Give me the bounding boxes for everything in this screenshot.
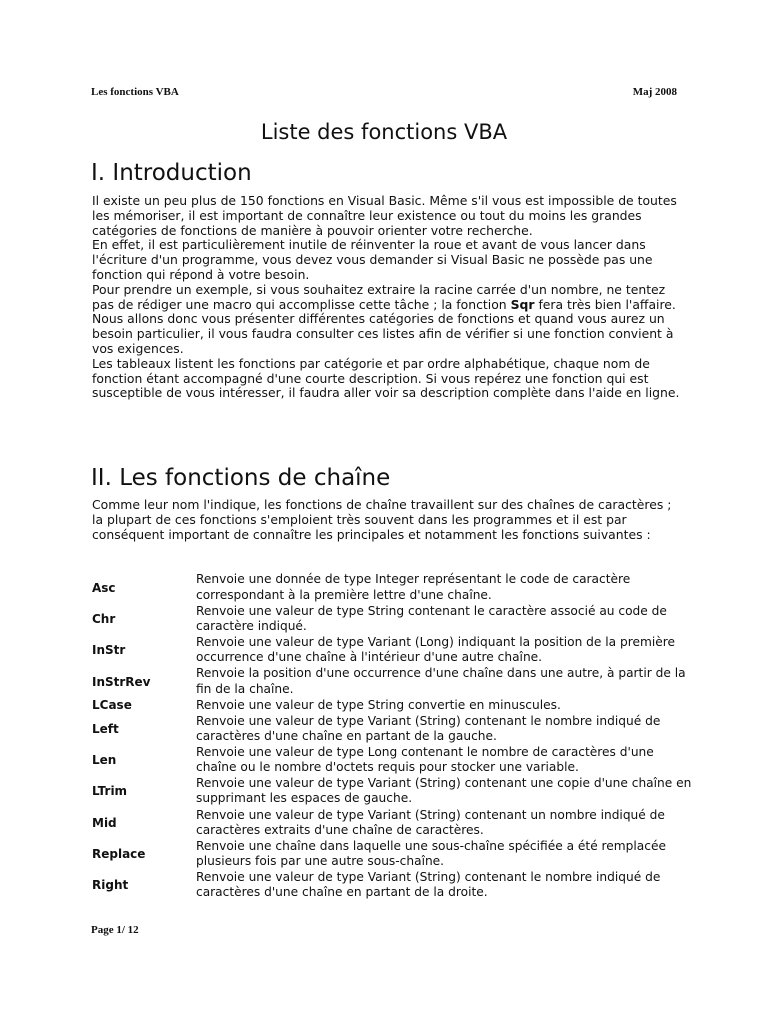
function-description: Renvoie une valeur de type Variant (String) contenant le nombre indiqué de caractères d'une chaîne en partant de la gauche. bbox=[196, 713, 661, 743]
chaine-intro bbox=[92, 498, 682, 542]
function-row bbox=[92, 776, 692, 807]
function-row bbox=[92, 870, 692, 901]
function-row bbox=[92, 838, 692, 869]
function-name: Mid bbox=[92, 815, 117, 830]
function-description: Renvoie la position d'une occurrence d'une chaîne dans une autre, à partir de la fin de la chaîne. bbox=[196, 666, 686, 696]
function-description: Renvoie une donnée de type Integer représentant le code de caractère correspondant à la première lettre d'une chaîne. bbox=[196, 572, 631, 602]
function-description: Renvoie une valeur de type Variant (String) contenant une copie d'une chaîne en supprimant les espaces de gauche. bbox=[196, 776, 692, 806]
section-heading-introduction: I. Introduction bbox=[91, 160, 252, 186]
function-name: Replace bbox=[92, 847, 146, 862]
function-description: Renvoie une valeur de type String convertie en minuscules. bbox=[196, 697, 561, 712]
function-name: InStr bbox=[92, 643, 126, 658]
function-description: Renvoie une valeur de type String contenant le caractère associé au code de caractère indiqué. bbox=[196, 603, 667, 633]
function-row bbox=[92, 666, 692, 697]
intro-paragraph: En effet, il est particulièrement inutile de réinventer la roue et avant de vous lancer dans l'écriture d'un programme, vous devez vous demander si Visual Basic ne possède pas une fonction qui répond à votre besoin. bbox=[92, 237, 653, 282]
function-name: LTrim bbox=[92, 784, 128, 799]
header-update-date: Maj 2008 bbox=[632, 86, 677, 98]
function-row bbox=[92, 635, 692, 666]
string-functions-table bbox=[92, 572, 692, 901]
function-name: Chr bbox=[92, 611, 116, 626]
chaine-intro-paragraph: Comme leur nom l'indique, les fonctions de chaîne travaillent sur des chaînes de caractères ; la plupart de ces fonctions s'emploient très souvent dans les programmes et il est par conséquent important de connaître les principales et notamment les fonctions suivantes : bbox=[92, 497, 672, 542]
function-name: Left bbox=[92, 721, 119, 736]
function-row bbox=[92, 744, 692, 775]
function-row bbox=[92, 697, 692, 713]
function-name: InStrRev bbox=[92, 674, 151, 689]
intro-paragraph: Les tableaux listent les fonctions par catégorie et par ordre alphabétique, chaque nom de fonction étant accompagné d'une courte description. Si vous repérez une fonction qui est susceptible de vous intéresser, il faudra aller voir sa description complète dans l'aide en ligne. bbox=[92, 355, 680, 401]
intro-paragraph bbox=[92, 283, 682, 357]
function-name: Right bbox=[92, 878, 129, 893]
intro-paragraph: Il existe un peu plus de 150 fonctions en Visual Basic. Même s'il vous est impossible de toutes les mémoriser, il est important de connaître leur existence ou tout du moins les grandes catégories de fonctions de manière à pouvoir orienter votre recherche. bbox=[92, 193, 677, 238]
section-heading-chaine: II. Les fonctions de chaîne bbox=[91, 465, 391, 491]
function-description: Renvoie une valeur de type Variant (String) contenant le nombre indiqué de caractères d'une chaîne en partant de la droite. bbox=[196, 870, 661, 900]
function-description: Renvoie une valeur de type Variant (Long) indiquant la position de la première occurrence d'une chaîne à l'intérieur d'une autre chaîne. bbox=[196, 635, 675, 665]
function-name: LCase bbox=[92, 698, 132, 713]
function-name: Len bbox=[92, 753, 117, 768]
function-name: Asc bbox=[92, 580, 116, 595]
page-number: Page 1/ 12 bbox=[91, 924, 139, 936]
function-row bbox=[92, 713, 692, 744]
document-title: Liste des fonctions VBA bbox=[260, 120, 508, 144]
intro-text: fera très bien l'affaire. Nous allons donc vous présenter différentes catégories de fonctions et quand vous aurez un besoin particulier, il vous faudra consulter ces listes afin de vérifier si une fonction convient à vos exigences. bbox=[92, 296, 676, 356]
header-doc-name: Les fonctions VBA bbox=[91, 86, 179, 98]
sqr-function-name: Sqr bbox=[510, 296, 535, 312]
function-row bbox=[92, 572, 692, 603]
introduction-body bbox=[92, 194, 682, 401]
function-description: Renvoie une chaîne dans laquelle une sous-chaîne spécifiée a été remplacée plusieurs fois par une autre sous-chaîne. bbox=[196, 838, 666, 869]
function-row bbox=[92, 807, 692, 838]
function-description: Renvoie une valeur de type Long contenant le nombre de caractères d'une chaîne ou le nombre d'octets requis pour stocker une variable. bbox=[196, 744, 654, 775]
running-header bbox=[91, 86, 677, 98]
function-description: Renvoie une valeur de type Variant (String) contenant un nombre indiqué de caractères extraits d'une chaîne de caractères. bbox=[196, 807, 665, 837]
intro-text: Pour prendre un exemple, si vous souhaitez extraire la racine carrée d'un nombre, ne tentez pas de rédiger une macro qui accomplisse cette tâche ; la fonction bbox=[92, 281, 666, 312]
function-row bbox=[92, 603, 692, 634]
